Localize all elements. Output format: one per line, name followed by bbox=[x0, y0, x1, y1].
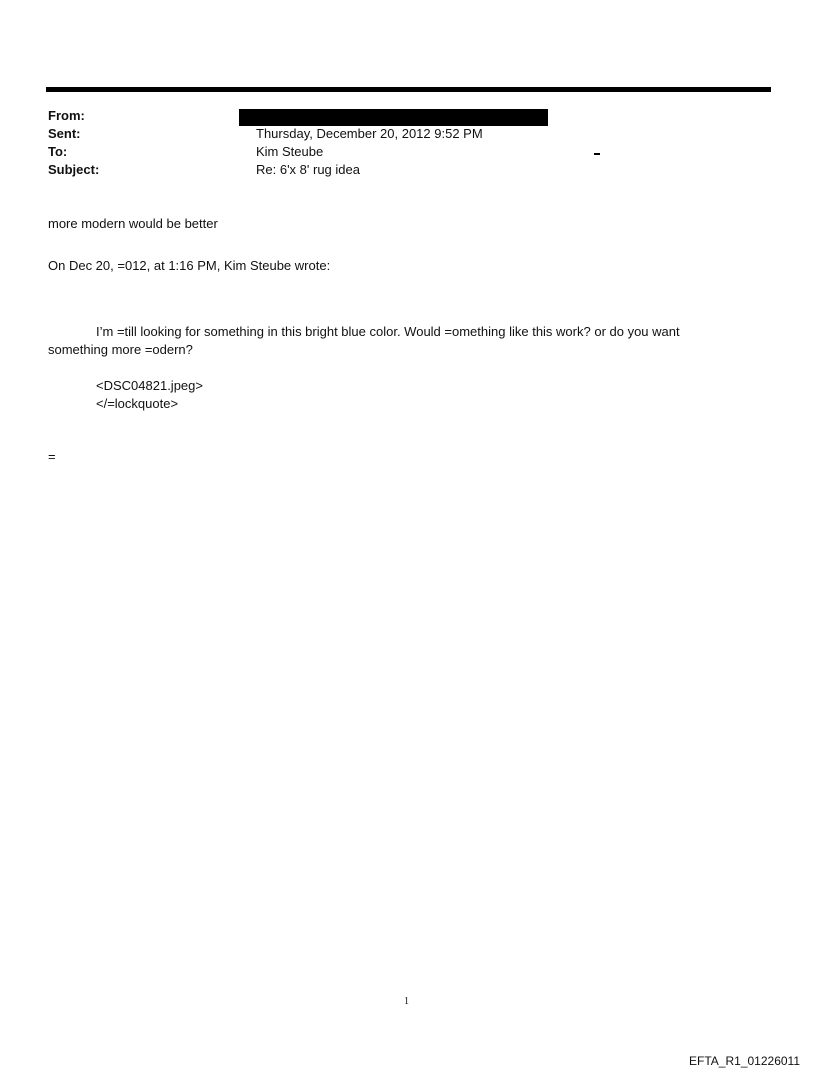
quote-intro: On Dec 20, =012, at 1:16 PM, Kim Steube wrote: bbox=[48, 258, 331, 273]
stray-mark bbox=[594, 153, 600, 155]
blockquote-end: </=lockquote> bbox=[96, 396, 179, 411]
to-value: Kim Steube bbox=[256, 144, 324, 159]
sent-value: Thursday, December 20, 2012 9:52 PM bbox=[256, 126, 483, 141]
quoted-line-2: something more =odern? bbox=[48, 342, 193, 357]
redaction-block bbox=[239, 109, 548, 126]
to-label: To: bbox=[48, 144, 68, 159]
sent-label: Sent: bbox=[48, 126, 81, 141]
from-label: From: bbox=[48, 108, 85, 123]
trailing-char: = bbox=[48, 449, 56, 464]
attachment-name: <DSC04821.jpeg> bbox=[96, 378, 203, 393]
reply-text: more modern would be better bbox=[48, 216, 218, 231]
header-rule bbox=[46, 87, 771, 92]
page-number: 1 bbox=[404, 996, 409, 1007]
document-id: EFTA_R1_01226011 bbox=[689, 1054, 800, 1068]
subject-value: Re: 6'x 8' rug idea bbox=[256, 162, 360, 177]
quoted-line-1: I’m =till looking for something in this bright blue color. Would =omething like this work? or do you want bbox=[96, 324, 680, 339]
subject-label: Subject: bbox=[48, 162, 100, 177]
